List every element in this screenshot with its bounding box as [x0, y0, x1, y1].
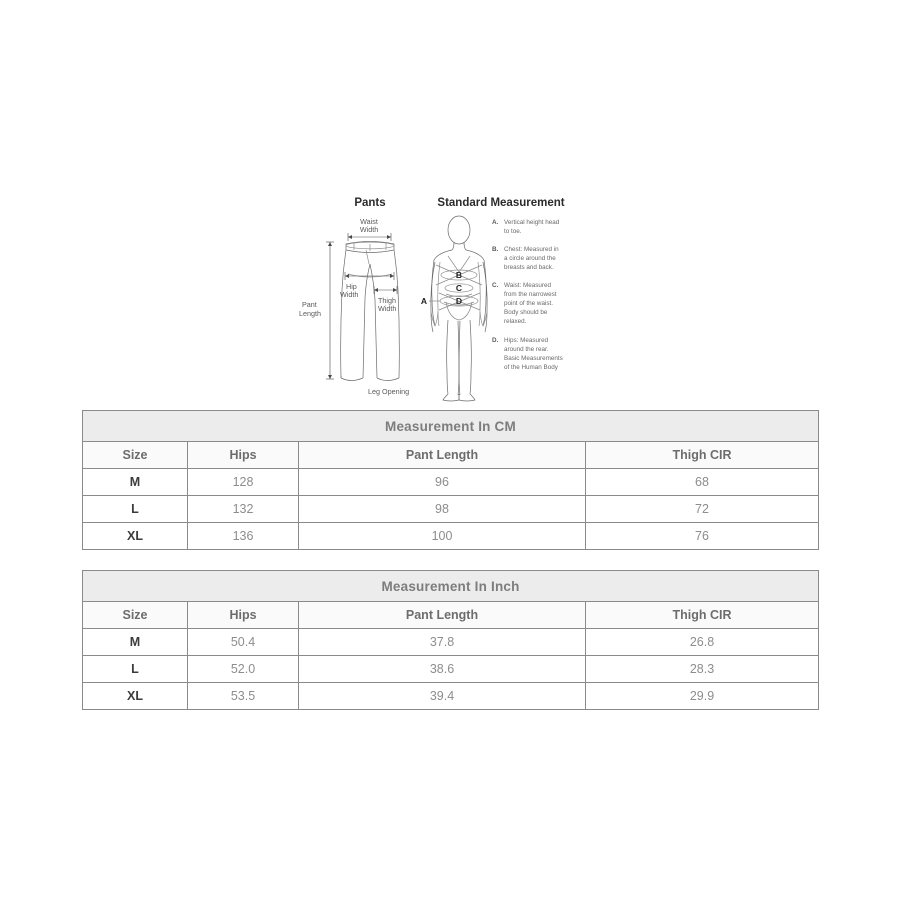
column-header-pant-length: Pant Length [299, 602, 586, 629]
pant-length-dimension-arrow [326, 242, 334, 379]
legend-key-b: B. [492, 246, 499, 253]
hip-width-dimension-arrow [345, 272, 394, 280]
marker-a: A [420, 296, 428, 306]
column-header-thigh-cir: Thigh CIR [586, 602, 819, 629]
cell-thigh-cir: 76 [586, 523, 819, 550]
legend-b-line1: Chest: Measured in [504, 246, 559, 253]
marker-d: D [455, 296, 463, 306]
table-title-cm: Measurement In CM [83, 411, 819, 442]
marker-b: B [455, 270, 463, 280]
leg-opening-label: Leg Opening [368, 387, 410, 396]
legend-key-c: C. [492, 282, 499, 289]
table-title-row [83, 411, 819, 442]
legend-key-d: D. [492, 337, 499, 344]
legend-b-line3: breasts and back. [504, 264, 554, 271]
table-title-inch: Measurement In Inch [83, 571, 819, 602]
body-title: Standard Measurement [437, 197, 565, 209]
column-header-size: Size [83, 602, 188, 629]
body-diagram [421, 197, 565, 401]
pants-title: Pants [354, 197, 386, 209]
cell-pant-length: 37.8 [299, 629, 586, 656]
cell-size: M [83, 469, 188, 496]
table-header-row [83, 602, 819, 629]
table-row [83, 469, 819, 496]
table-row [83, 629, 819, 656]
column-header-pant-length: Pant Length [299, 442, 586, 469]
table-row [83, 523, 819, 550]
waist-width-label-line2: Width [359, 225, 379, 234]
hip-width-label-line1: Hip [346, 282, 357, 291]
legend-d-line3: Basic Measurements [504, 355, 563, 362]
thigh-width-label-line1: Thigh [378, 296, 396, 305]
legend-c-line5: relaxed. [504, 318, 527, 325]
column-header-size: Size [83, 442, 188, 469]
cell-thigh-cir: 29.9 [586, 683, 819, 710]
table-row [83, 683, 819, 710]
female-body-outline [431, 216, 487, 401]
pant-length-label-line2: Length [299, 309, 321, 318]
legend-c-line4: Body should be [504, 309, 548, 316]
cell-hips: 128 [188, 469, 299, 496]
cell-hips: 50.4 [188, 629, 299, 656]
cell-pant-length: 38.6 [299, 656, 586, 683]
table-title-row [83, 571, 819, 602]
waist-width-dimension-arrow [348, 233, 391, 241]
cell-size: L [83, 656, 188, 683]
cell-thigh-cir: 72 [586, 496, 819, 523]
cell-thigh-cir: 28.3 [586, 656, 819, 683]
hip-width-label-line2: Width [340, 290, 359, 299]
legend-b-line2: a circle around the [504, 255, 556, 262]
legend-c-line2: from the narrowest [504, 291, 557, 298]
cell-size: XL [83, 523, 188, 550]
cell-hips: 132 [188, 496, 299, 523]
legend-key-a: A. [492, 219, 499, 226]
pants-diagram [299, 197, 409, 396]
waist-width-label-line1: Waist [360, 217, 378, 226]
cell-hips: 136 [188, 523, 299, 550]
measurement-table-cm [82, 410, 819, 550]
legend-d-line1: Hips: Measured [504, 337, 549, 344]
measurement-diagram [296, 190, 606, 404]
table-row [83, 656, 819, 683]
marker-c: C [455, 283, 463, 293]
column-header-thigh-cir: Thigh CIR [586, 442, 819, 469]
thigh-width-dimension-arrow [374, 286, 397, 294]
cell-pant-length: 98 [299, 496, 586, 523]
column-header-hips: Hips [188, 442, 299, 469]
cell-thigh-cir: 26.8 [586, 629, 819, 656]
cell-hips: 53.5 [188, 683, 299, 710]
cell-size: M [83, 629, 188, 656]
legend-a-line2: to toe. [504, 228, 522, 235]
cell-pant-length: 39.4 [299, 683, 586, 710]
measurement-table-inch [82, 570, 819, 710]
cell-hips: 52.0 [188, 656, 299, 683]
pant-length-label-line1: Pant [302, 300, 317, 309]
legend-a-line1: Vertical height head [504, 219, 560, 226]
table-header-row [83, 442, 819, 469]
cell-size: L [83, 496, 188, 523]
measurement-legend [492, 219, 563, 371]
table-row [83, 496, 819, 523]
legend-c-line3: point of the waist. [504, 300, 554, 307]
legend-d-line4: of the Human Body [504, 364, 558, 371]
pants-body-outline [341, 250, 400, 381]
legend-c-line1: Waist: Measured [504, 282, 552, 289]
cell-pant-length: 96 [299, 469, 586, 496]
column-header-hips: Hips [188, 602, 299, 629]
legend-d-line2: around the rear. [504, 346, 549, 353]
pants-waistband [346, 242, 394, 265]
cell-pant-length: 100 [299, 523, 586, 550]
thigh-width-label-line2: Width [378, 304, 397, 313]
cell-size: XL [83, 683, 188, 710]
cell-thigh-cir: 68 [586, 469, 819, 496]
